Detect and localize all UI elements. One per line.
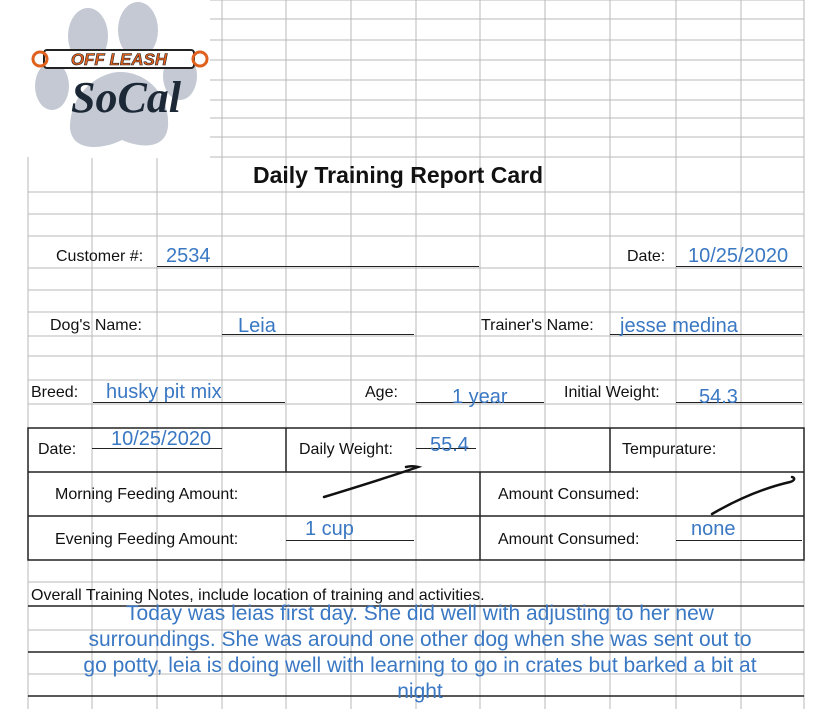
amount-consumed-2-value[interactable]: none	[691, 518, 736, 540]
dog-name-value[interactable]: Leia	[238, 315, 276, 337]
page-title: Daily Training Report Card	[253, 162, 544, 188]
notes-line-2: surroundings. She was around one other dog when she was sent out to	[88, 628, 752, 651]
initial-weight-value[interactable]: 54.3	[699, 386, 738, 408]
age-label: Age:	[365, 384, 398, 401]
customer-label: Customer #:	[56, 248, 144, 265]
company-logo	[30, 0, 210, 158]
svg-text:OFF LEASH: OFF LEASH	[70, 50, 168, 69]
date2-value[interactable]: 10/25/2020	[111, 428, 212, 450]
temperature-label: Tempurature:	[622, 441, 717, 458]
initial-weight-label: Initial Weight:	[564, 384, 660, 401]
notes-line-1: Today was leias first day. She did well with adjusting to her new	[126, 602, 714, 625]
age-value[interactable]: 1 year	[452, 386, 508, 408]
breed-value[interactable]: husky pit mix	[106, 381, 222, 403]
date2-label: Date:	[38, 441, 77, 458]
daily-weight-label: Daily Weight:	[299, 441, 393, 458]
breed-label: Breed:	[31, 384, 79, 401]
morning-consumed-scribble	[712, 477, 794, 514]
svg-text:SoCal: SoCal	[70, 73, 182, 122]
notes-header: Overall Training Notes, include location of training and activities.	[31, 587, 485, 604]
evening-feeding-value[interactable]: 1 cup	[305, 518, 354, 540]
amount-consumed-2-label: Amount Consumed:	[498, 531, 640, 548]
notes-line-4: night	[397, 680, 443, 703]
customer-value[interactable]: 2534	[166, 245, 211, 267]
notes-line-3: go potty, leia is doing well with learning to go in crates but barked a bit at	[83, 654, 757, 677]
morning-feeding-scribble	[324, 466, 418, 497]
amount-consumed-1-label: Amount Consumed:	[498, 486, 640, 503]
evening-feeding-label: Evening Feeding Amount:	[55, 531, 239, 548]
morning-feeding-label: Morning Feeding Amount:	[55, 486, 239, 503]
date-value[interactable]: 10/25/2020	[688, 245, 789, 267]
date-label: Date:	[627, 248, 666, 265]
training-notes[interactable]	[40, 601, 800, 705]
trainer-name-value[interactable]: jesse medina	[620, 315, 738, 337]
initial-weight-underline	[676, 402, 802, 403]
daily-weight-value[interactable]: 55.4	[430, 434, 469, 456]
dog-name-label: Dog's Name:	[50, 317, 142, 334]
paw-logo-icon	[30, 0, 210, 158]
trainer-name-label: Trainer's Name:	[481, 317, 594, 334]
